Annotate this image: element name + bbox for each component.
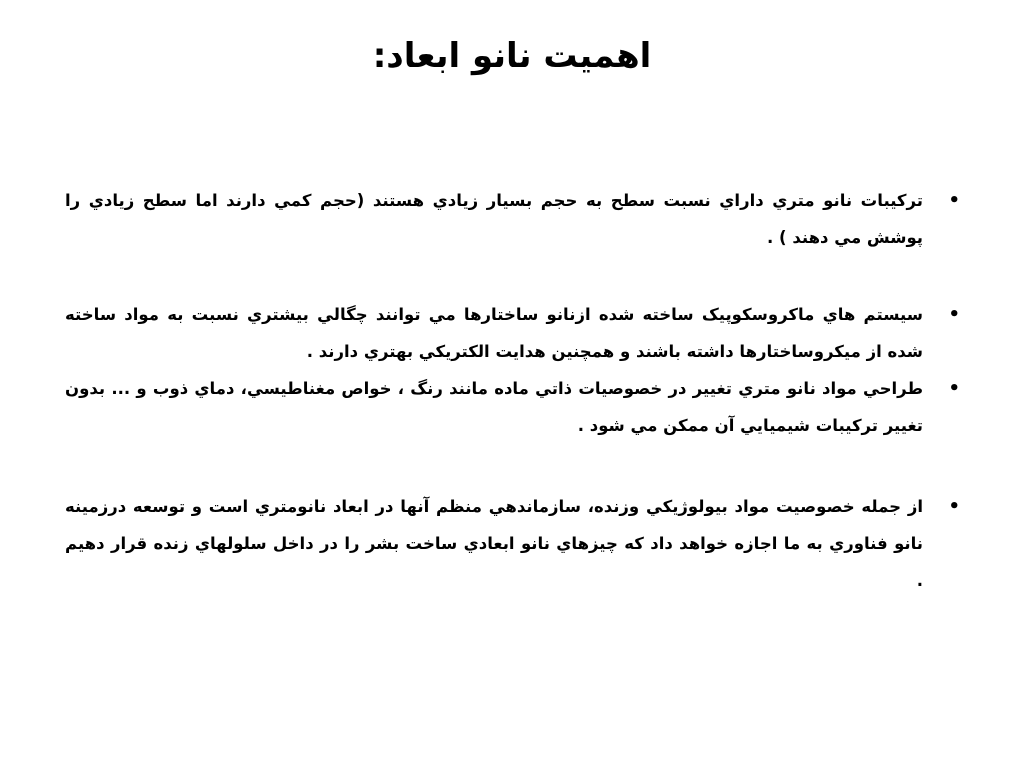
bullet-text: از جمله خصوصيت مواد بيولوژيكي وزنده، سازماندهي منظم آنها در ابعاد نانومتري است و توسعه درزمينه نانو فناوري به ما اجازه خواهد داد كه چيزهاي نانو ابعادي ساخت بشر را در داخل سلولهاي زنده قرار دهيم . bbox=[65, 497, 923, 590]
bullet-list bbox=[65, 182, 960, 599]
bullet-text: تركيبات نانو متري داراي نسبت سطح به حجم بسيار زيادي هستند (حجم كمي دارند اما سطح زيادي را پوشش مي دهند ) . bbox=[65, 191, 923, 247]
bullet-text: سيستم هاي ماكروسكوپيک ساخته شده ازنانو ساختارها مي توانند چگالي بيشتري نسبت به مواد ساخته شده از ميكروساختارها داشته باشند و همچنين هدايت الكتريكي بهتري دارند . bbox=[65, 305, 923, 361]
bullet-item bbox=[65, 488, 960, 599]
slide-title: اهمیت نانو ابعاد: bbox=[372, 36, 652, 76]
bullet-icon: • bbox=[948, 190, 960, 211]
bullet-icon: • bbox=[948, 304, 960, 325]
bullet-text: طراحي مواد نانو متري تغيير در خصوصيات ذاتي ماده مانند رنگ ، خواص مغناطيسي، دماي ذوب و ... بدون تغيير تركيبات شيميايي آن ممكن مي شود . bbox=[65, 379, 923, 435]
bullet-item bbox=[65, 182, 960, 256]
bullet-icon: • bbox=[948, 496, 960, 517]
bullet-icon: • bbox=[948, 378, 960, 399]
bullet-item bbox=[65, 296, 960, 370]
bullet-item bbox=[65, 370, 960, 444]
